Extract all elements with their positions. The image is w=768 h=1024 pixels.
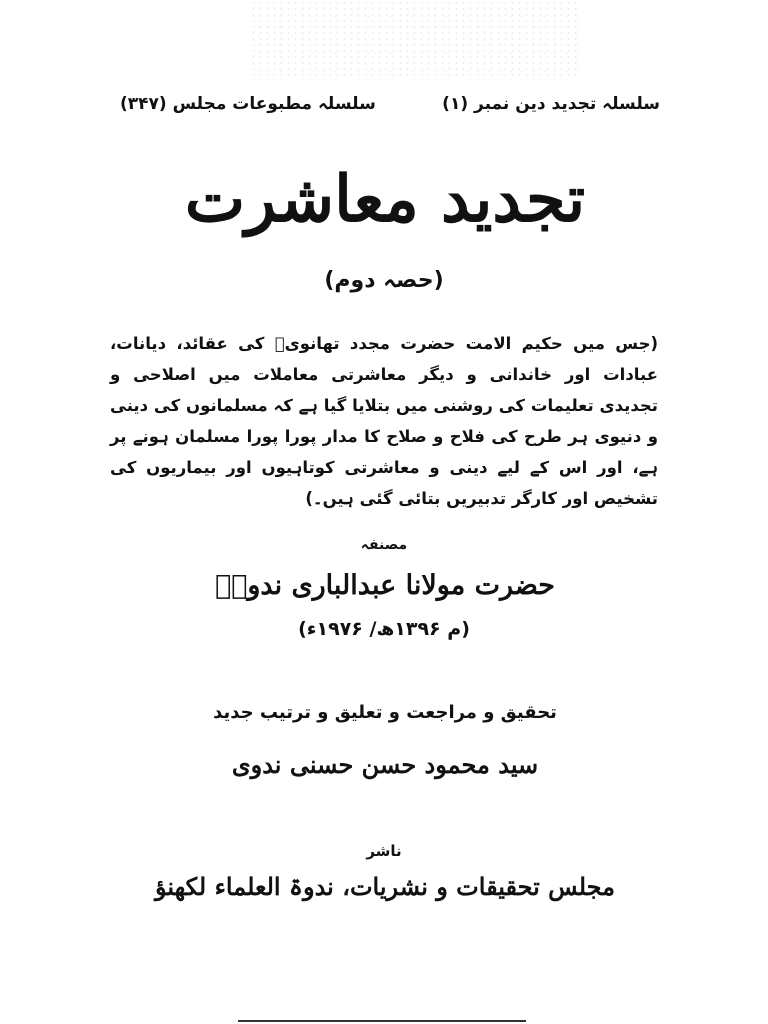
bottom-divider	[238, 1020, 526, 1022]
scan-noise	[250, 0, 580, 80]
editor-role: تحقیق و مراجعت و تعلیق و ترتیب جدید	[213, 702, 557, 723]
publisher-name: مجلس تحقیقات و نشریات، ندوۃ العلماء لکھنؤ	[154, 872, 616, 901]
book-title: تجدید معاشرت	[184, 162, 586, 237]
series-number-left: سلسلہ مطبوعات مجلس (۳۴۷)	[120, 93, 376, 114]
publisher-label: ناشر	[366, 842, 402, 860]
author-dates: (م ۱۳۹۶ھ/ ۱۹۷۶ء)	[298, 618, 470, 640]
editor-name: سید محمود حسن حسنی ندوی	[231, 750, 539, 779]
book-description: (جس میں حکیم الامت حضرت مجدد تھانویؒ کی عقائد، دیانات، عبادات اور خاندانی و دیگر معاشرتی معاملات میں اصلاحی و تجدیدی تعلیمات کی روشنی میں بتلایا گیا ہے کہ مسلمانوں کی دینی و دنیوی ہر طرح کی فلاح و صلاح کا مدار پورا پورا مسلمان ہونے پر ہے، اور اس کے لیے دینی و معاشرتی کوتاہیوں اور بیماریوں کی تشخیص اور کارگر تدبیریں بتائی گئی ہیں۔)	[110, 334, 658, 508]
book-part: (حصہ دوم)	[324, 268, 444, 293]
series-header	[120, 86, 660, 120]
author-label: مصنفہ	[360, 537, 408, 553]
series-number-right: سلسلہ تجدید دین نمبر (۱)	[442, 93, 660, 114]
author-name: حضرت مولانا عبدالباری ندویؒ	[214, 570, 555, 601]
